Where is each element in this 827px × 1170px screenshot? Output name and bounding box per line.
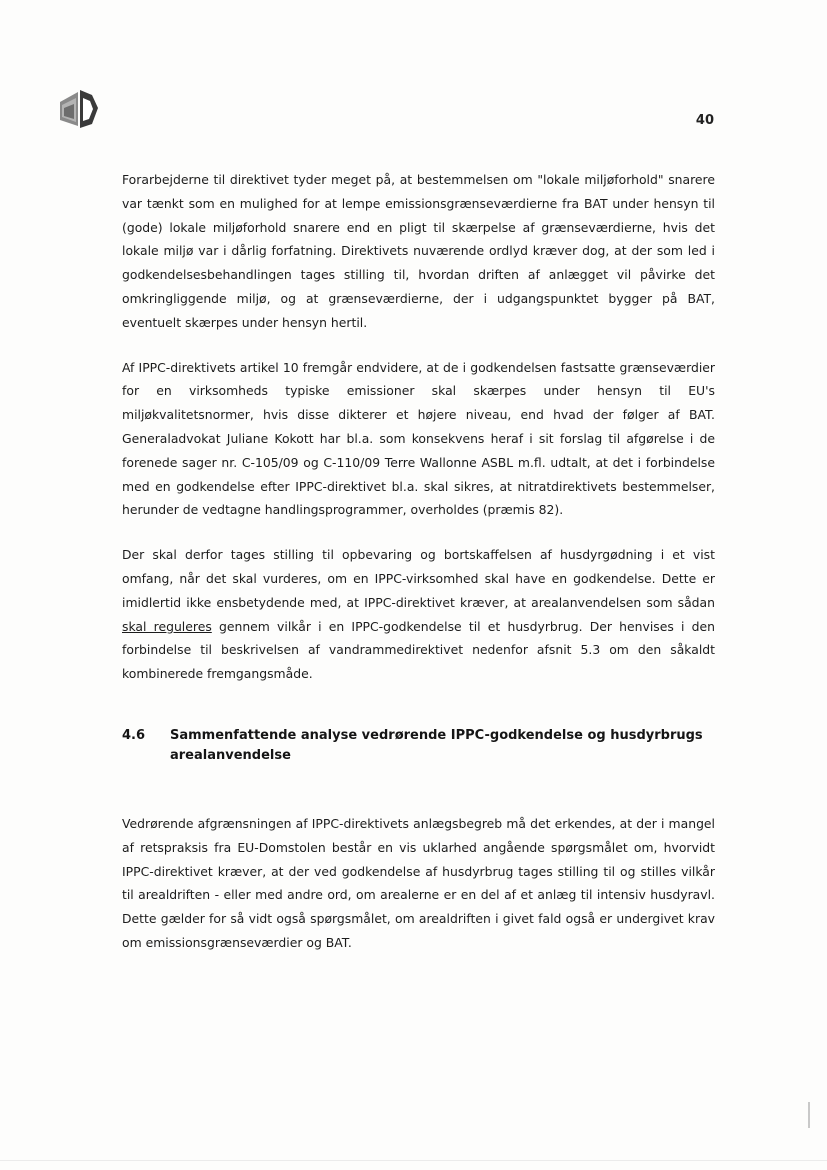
document-body <box>122 168 715 955</box>
page-edge <box>0 1160 827 1161</box>
underlined-text: skal reguleres <box>122 618 212 634</box>
scan-artifact <box>808 1102 810 1128</box>
paragraph: Vedrørende afgrænsningen af IPPC-direktivets anlægsbegreb må det erkendes, at der i mangel af retspraksis fra EU-Domstolen består en vis uklarhed angående spørgsmålet om, hvorvidt IPPC-direktivet kræver, at der ved godkendelse af husdyrbrug tages stilling til og stilles vilkår til arealdriften - eller med andre ord, om arealerne er en del af et anlæg til intensiv husdyravl. Dette gælder for så vidt også spørgsmålet, om arealdriften i givet fald også er undergivet krav om emissionsgrænseværdier og BAT. <box>122 815 715 950</box>
law-firm-logo-icon <box>56 86 102 132</box>
paragraph-text: gennem vilkår i en IPPC-godkendelse til et husdyrbrug. Der henvises i den forbindelse til beskrivelsen af vandrammedirektivet nedenfor afsnit 5.3 om den såkaldt kombinerede fremgangsmåde. <box>122 618 715 682</box>
paragraph: Forarbejderne til direktivet tyder meget på, at bestemmelsen om "lokale miljøforhold" snarere var tænkt som en mulighed for at lempe emissionsgrænseværdierne fra BAT under hensyn til (gode) lokale miljøforhold snarere end en pligt til skærpelse af grænseværdierne, hvis det lokale miljø var i dårlig forfatning. Direktivets nuværende ordlyd kræver dog, at der som led i godkendelsesbehandlingen tages stilling til, hvordan driften af anlægget vil påvirke det omkringliggende miljø, og at grænseværdierne, der i udgangspunktet bygger på BAT, eventuelt skærpes under hensyn hertil. <box>122 172 715 330</box>
section-title: Sammenfattende analyse vedrørende IPPC-godkendelse og husdyrbrugs arealanvendelse <box>170 727 703 763</box>
section-number: 4.6 <box>122 727 146 743</box>
page-number: 40 <box>695 113 714 128</box>
paragraph-text: Der skal derfor tages stilling til opbevaring og bortskaffelsen af husdyrgødning i et vist omfang, når det skal vurderes, om en IPPC-virksomhed skal have en godkendelse. Dette er imidlertid ikke ensbetydende med, at IPPC-direktivet kræver, at arealanvendelsen som sådan <box>122 547 715 610</box>
paragraph <box>122 543 715 686</box>
section-heading <box>122 726 715 766</box>
paragraph: Af IPPC-direktivets artikel 10 fremgår endvidere, at de i godkendelsen fastsatte grænseværdier for en virksomheds typiske emissioner skal skærpes under hensyn til EU's miljøkvalitetsnormer, hvis disse dikterer et højere niveau, end hvad der følger af BAT. Generaladvokat Juliane Kokott har bl.a. som konsekvens heraf i sit forslag til afgørelse i de forenede sager nr. C-105/09 og C-110/09 Terre Wallonne ASBL m.fl. udtalt, at det i forbindelse med en godkendelse efter IPPC-direktivet bl.a. skal sikres, at nitratdirektivets bestemmelser, herunder de vedtagne handlingsprogrammer, overholdes (præmis 82). <box>122 359 715 518</box>
